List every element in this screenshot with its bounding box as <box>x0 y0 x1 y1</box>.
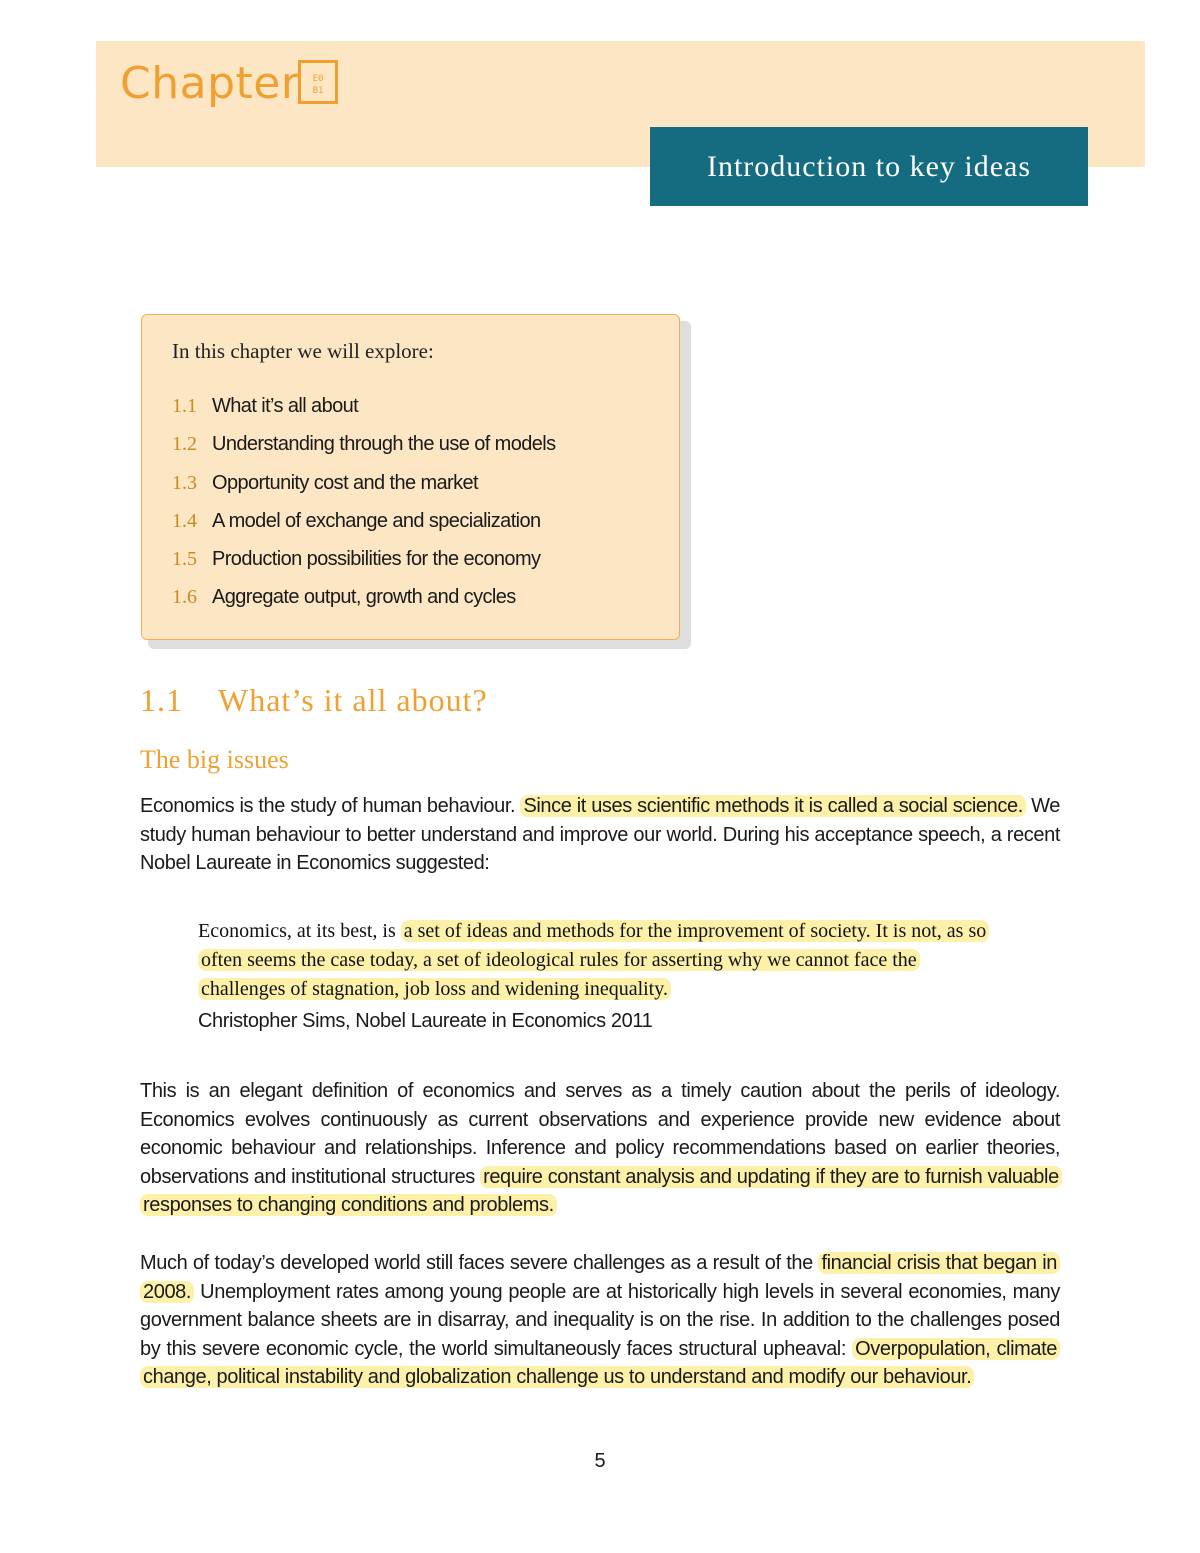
highlighted-text[interactable]: Since it uses scientific methods it is called a social science. <box>520 795 1025 817</box>
chapter-number-box: E0 B1 <box>298 60 338 104</box>
subsection-heading: The big issues <box>140 745 289 774</box>
contents-item[interactable] <box>172 548 556 586</box>
section-number: 1.1 <box>140 682 183 718</box>
highlighted-text[interactable]: a set of ideas and methods for the improvement of society. It is not, as so often seems the case today, a set of ideological rules for asserting why we cannot face the challenges of stagnation, job loss and widening inequality. <box>198 920 989 1000</box>
quote-attribution: Christopher Sims, Nobel Laureate in Economics 2011 <box>198 1010 653 1032</box>
paragraph-text: Much of today’s developed world still faces severe challenges as a result of the <box>140 1252 813 1274</box>
chapter-title-box <box>650 127 1088 206</box>
contents-item[interactable] <box>172 433 556 471</box>
contents-item-label: Aggregate output, growth and cycles <box>212 586 516 609</box>
contents-item-label: A model of exchange and specialization <box>212 509 541 532</box>
section-title: What’s it all about? <box>218 682 488 718</box>
contents-item-number: 1.4 <box>172 509 197 532</box>
chapter-contents-box <box>141 314 680 640</box>
highlighted-text[interactable]: financial crisis that began in 2008. <box>140 1252 1060 1303</box>
quote-text: Economics, at its best, is <box>198 920 396 942</box>
page-number: 5 <box>594 1450 606 1472</box>
contents-item[interactable] <box>172 586 556 624</box>
chapter-title: Introduction to key ideas <box>706 149 1032 183</box>
paragraph-text: We study human behaviour to better understand and improve our world. During his acceptance speech, a recent Nobel Laureate in Economics suggested: <box>140 795 1060 875</box>
contents-item[interactable] <box>172 395 556 433</box>
contents-box-title: In this chapter we will explore: <box>172 339 434 363</box>
body-paragraph <box>140 1077 1060 1220</box>
paragraph-text: Unemployment rates among young people are at historically high levels in several economies, many government balance sheets are in disarray, and inequality is on the rise. In addition to the challenges posed by this severe economic cycle, the world simultaneously faces structural upheaval: <box>140 1280 1060 1360</box>
contents-item-number: 1.1 <box>172 395 197 417</box>
chapter-label: Chapter <box>120 58 300 109</box>
paragraph-text: Economics is the study of human behaviour. <box>140 795 516 817</box>
body-paragraph <box>140 792 1060 878</box>
contents-item-number: 1.5 <box>172 548 197 571</box>
highlighted-text[interactable]: Overpopulation, climate change, political instability and globalization challenge us to understand and modify our behaviour. <box>140 1338 1060 1389</box>
contents-item-label: Understanding through the use of models <box>212 433 556 456</box>
contents-item[interactable] <box>172 510 556 548</box>
contents-item-label: Production possibilities for the economy <box>212 548 541 571</box>
contents-item-number: 1.3 <box>172 471 197 494</box>
highlighted-text[interactable]: require constant analysis and updating if they are to furnish valuable responses to changing conditions and problems. <box>140 1166 1062 1217</box>
contents-item-label: Opportunity cost and the market <box>212 471 478 494</box>
contents-list <box>172 395 556 625</box>
body-paragraph <box>140 1249 1060 1392</box>
contents-item-number: 1.2 <box>172 433 197 456</box>
contents-item[interactable] <box>172 472 556 510</box>
contents-item-label: What it’s all about <box>212 395 359 417</box>
block-quote <box>198 917 1006 1004</box>
paragraph-text: This is an elegant definition of economics and serves as a timely caution about the perils of ideology. Economics evolves continuously as current observations and experience provide new evidence about economic behaviour and relationships. Inference and policy recommendations based on earlier theories, observations and institutional structures <box>140 1080 1060 1188</box>
section-heading <box>140 682 488 719</box>
contents-item-number: 1.6 <box>172 586 197 609</box>
